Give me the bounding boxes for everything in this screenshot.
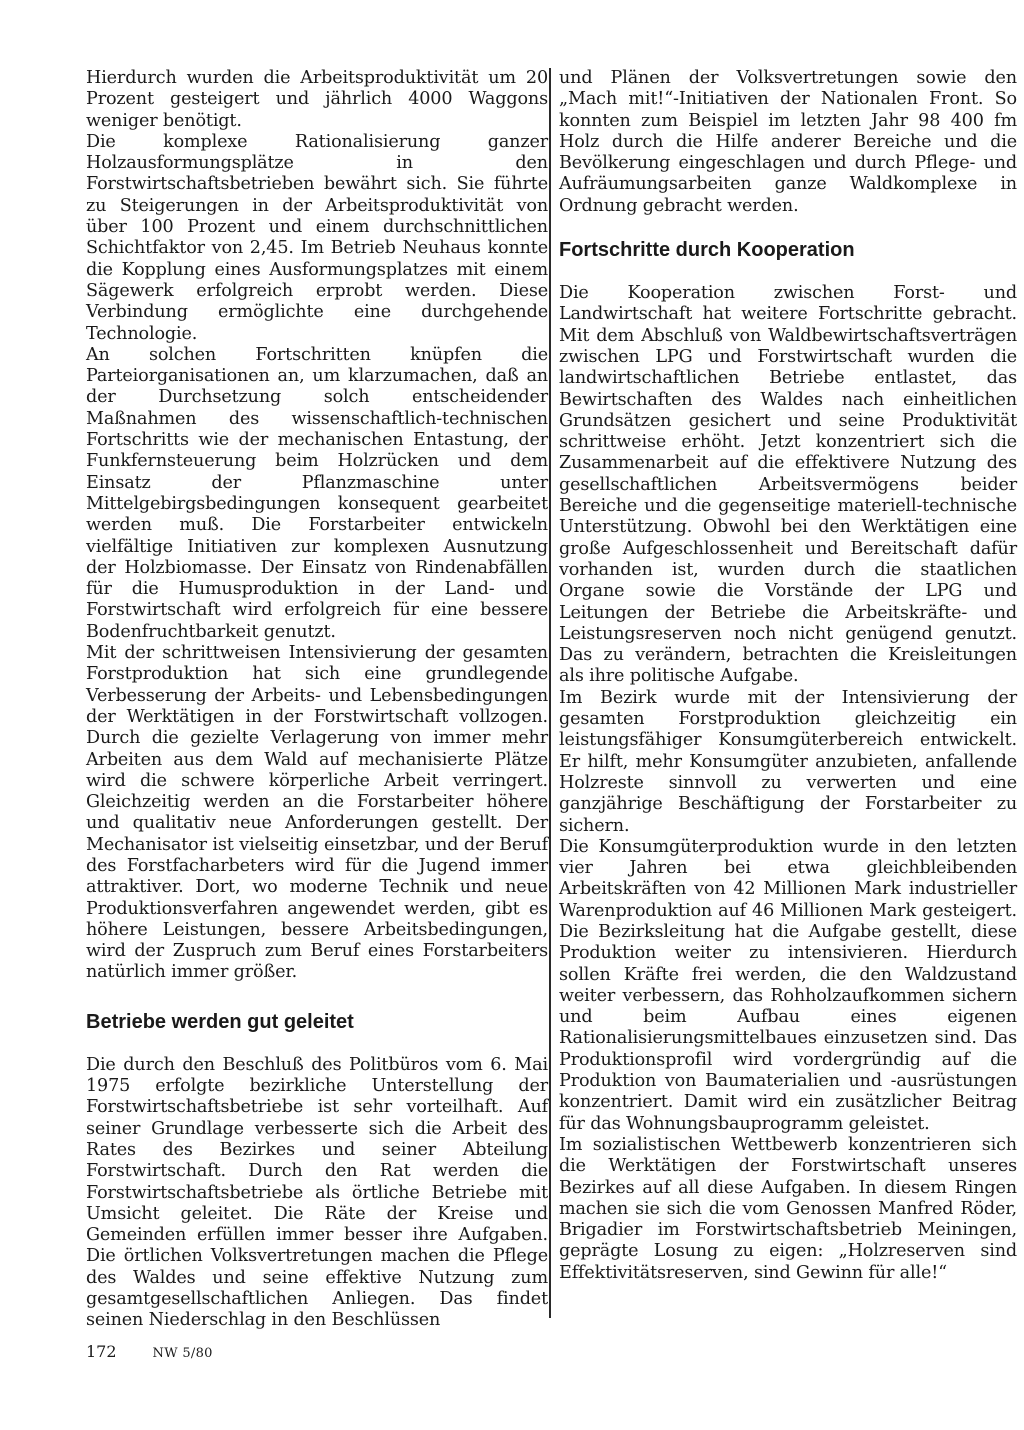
section-heading-betriebe: Betriebe werden gut geleitet: [86, 1010, 354, 1033]
paragraph: Die Kooperation zwischen Forst- und Landwirtschaft hat weitere Fortschritte gebracht. Mit dem Abschluß von Waldbewirtschaftsverträgen zwischen LPG und Forstwirtschaft wurden die landwirtschaftlichen Betriebe entlastet, das Bewirtschaften des Waldes nach einheitlichen Grundsätzen gesichert und seine Produktivität schrittweise erhöht. Jetzt konzentriert sich die Zusammenarbeit auf die effektivere Nutzung des gesellschaftlichen Arbeitsvermögens beider Bereiche und die gegenseitige materiell-technische Unterstützung. Obwohl bei den Werktätigen eine große Aufgeschlossenheit und Bereitschaft dafür vorhanden ist, wurden durch die staatlichen Organe sowie die Vorstände der LPG und Leitungen der Betriebe die Arbeitskräfte- und Leistungsreserven noch nicht genügend genutzt. Das zu verändern, betrachten die Kreisleitungen als ihre politische Aufgabe.: [559, 283, 1017, 687]
paragraph: Die durch den Beschluß des Politbüros vom 6. Mai 1975 erfolgte bezirkliche Unterstellung der Forstwirtschaftsbetriebe ist sehr vorteilhaft. Auf seiner Grundlage verbesserte sich die Arbeit des Rates des Bezirkes und seiner Abteilung Forstwirtschaft. Durch den Rat werden die Forstwirtschaftsbetriebe als örtliche Betriebe mit Umsicht geleitet. Die Räte der Kreise und Gemeinden erfüllen immer besser ihre Aufgaben. Die örtlichen Volksvertretungen machen die Pflege des Waldes und seine effektive Nutzung zum gesamtgesellschaftlichen Anliegen. Das findet seinen Niederschlag in den Beschlüssen: [86, 1054, 548, 1331]
left-paragraphs-before: [86, 68, 548, 984]
paragraph: Die Konsumgüterproduktion wurde in den letzten vier Jahren bei etwa gleichbleibenden Arbeitskräften von 42 Millionen Mark industrieller Warenproduktion auf 46 Millionen Mark gesteigert. Die Bezirksleitung hat die Aufgabe gestellt, diese Produktion weiter zu intensivieren. Hierdurch sollen Kräfte frei werden, die den Waldzustand weiter verbessern, das Rohholzaufkommen sichern und beim Aufbau eines eigenen Rationalisierungsmittelbaues einzusetzen sind. Das Produktionsprofil wird vordergründig auf die Produktion von Baumaterialien und -ausrüstungen konzentriert. Damit wird ein zusätzlicher Beitrag für das Wohnungsbauprogramm geleistet.: [559, 836, 1017, 1134]
paragraph: Mit der schrittweisen Intensivierung der gesamten Forstproduktion hat sich eine grundlegende Verbesserung der Arbeits- und Lebensbedingungen der Werktätigen in der Forstwirtschaft vollzogen. Durch die gezielte Verlagerung von immer mehr Arbeiten aus dem Wald auf mechanisierte Plätze wird die schwere körperliche Arbeit verringert. Gleichzeitig werden an die Forstarbeiter höhere und qualitativ neue Anforderungen gestellt. Der Mechanisator ist vielseitig einsetzbar, und der Beruf des Forstfacharbeters wird für die Jugend immer attraktiver. Dort, wo moderne Technik und neue Produktionsverfahren angewendet werden, gibt es höhere Leistungen, bessere Arbeitsbedingungen, wird der Zuspruch zum Beruf eines Forstarbeiters natürlich immer größer.: [86, 643, 548, 983]
right-paragraphs-after: [559, 283, 1017, 1284]
column-divider: [549, 68, 551, 1318]
paragraph: Die komplexe Rationalisierung ganzer Holzausformungsplätze in den Forstwirtschaftsbetrieben bewährt sich. Sie führte zu Steigerungen in der Arbeitsproduktivität von über 100 Prozent und einem durchschnittlichen Schichtfaktor von 2,45. Im Betrieb Neuhaus konnte die Kopplung eines Ausformungsplatzes mit einem Sägewerk erfolgreich erprobt werden. Diese Verbindung ermöglichte eine durchgehende Technologie.: [86, 131, 548, 344]
paragraph: Im sozialistischen Wettbewerb konzentrieren sich die Werktätigen der Forstwirtschaft unseres Bezirkes auf all diese Aufgaben. In diesem Ringen machen sie sich die vom Genossen Manfred Röder, Brigadier im Forstwirtschaftsbetrieb Meiningen, geprägte Losung zu eigen: „Holzreserven sind Effektivitätsreserven, sind Gewinn für alle!“: [559, 1134, 1017, 1283]
issue-label: NW 5/80: [152, 1346, 213, 1361]
right-paragraphs-before: [559, 68, 1017, 217]
section-heading-kooperation: Fortschritte durch Kooperation: [559, 239, 855, 262]
right-column: [559, 68, 1017, 1284]
left-paragraphs-after: [86, 1055, 548, 1332]
page-number: 172: [86, 1342, 117, 1361]
left-column: [86, 68, 548, 1332]
paragraph: Hierdurch wurden die Arbeitsproduktivität um 20 Prozent gesteigert und jährlich 4000 Waggons weniger benötigt.: [86, 68, 548, 131]
paragraph: An solchen Fortschritten knüpfen die Parteiorganisationen an, um klarzumachen, daß an der Durchsetzung solch entscheidender Maßnahmen des wissenschaftlich-technischen Fortschritts wie der mechanischen Entastung, der Funkfernsteuerung beim Holzrücken und dem Einsatz der Pflanzmaschine unter Mittelgebirgsbedingungen konsequent gearbeitet werden muß. Die Forstarbeiter entwickeln vielfältige Initiativen zur komplexen Ausnutzung der Holzbiomasse. Der Einsatz von Rindenabfällen für die Humusproduktion in der Land- und Forstwirtschaft wird erfolgreich für eine bessere Bodenfruchtbarkeit genutzt.: [86, 344, 548, 642]
paragraph: Im Bezirk wurde mit der Intensivierung der gesamten Forstproduktion gleichzeitig ein leistungsfähiger Konsumgüterbereich entwickelt. Er hilft, mehr Konsumgüter anzubieten, anfallende Holzreste sinnvoll zu verwerten und eine ganzjährige Beschäftigung der Forstarbeiter zu sichern.: [559, 687, 1017, 836]
paragraph: und Plänen der Volksvertretungen sowie den „Mach mit!“-Initiativen der Nationalen Front. So konnten zum Beispiel im letzten Jahr 98 400 fm Holz durch die Hilfe anderer Bereiche und die Bevölkerung eingeschlagen und durch Pflege- und Aufräumungsarbeiten ganze Waldkomplexe in Ordnung gebracht werden.: [559, 68, 1017, 216]
page-footer: [86, 1342, 213, 1364]
